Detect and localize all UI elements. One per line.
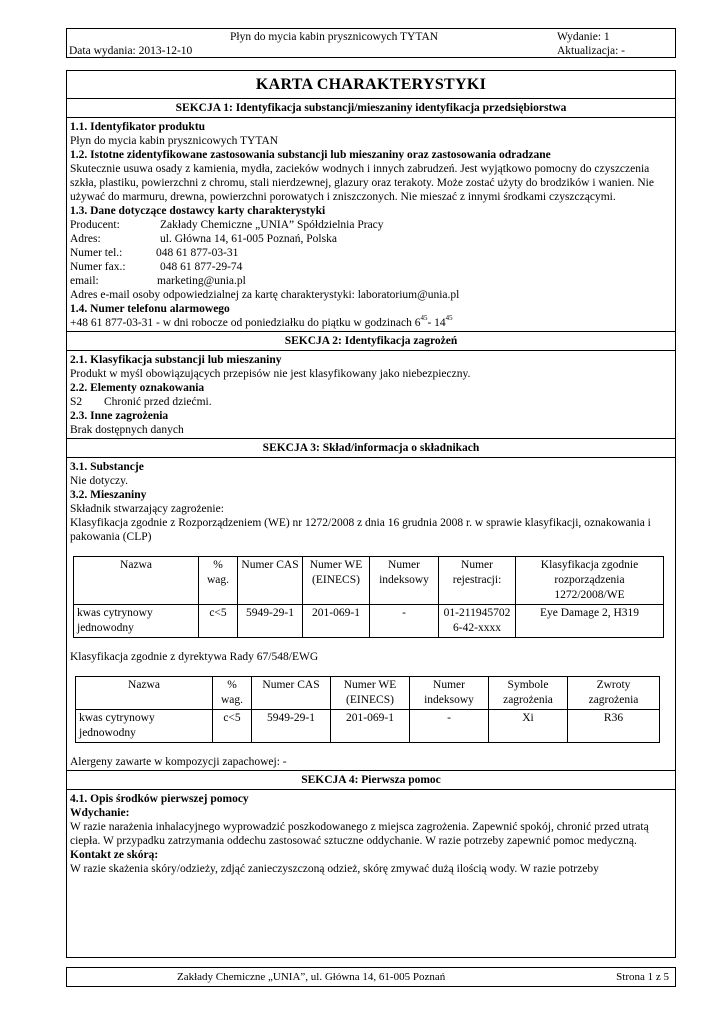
s2-1-text: Produkt w myśl obowiązujących przepisów nie jest klasyfikowany jako niebezpieczny. (70, 368, 471, 380)
section-3-content (67, 458, 675, 770)
table-header-row (76, 677, 660, 710)
table-header-cell: Klasyfikacja zgodnie rozporządzenia 1272/2008/WE (516, 557, 664, 605)
producer-value: Zakłady Chemiczne „UNIA” Spółdzielnia Pracy (160, 219, 384, 231)
dsd-classification-table (75, 676, 660, 743)
table-cell: - (410, 710, 489, 743)
table-header-cell: % wag. (199, 557, 238, 605)
table-cell: c<5 (213, 710, 252, 743)
s1-1-heading: 1.1. Identyfikator produktu (70, 121, 206, 133)
table-cell: kwas cytrynowy jednowodny (74, 605, 199, 638)
s1-3-heading: 1.3. Dane dotyczące dostawcy karty charakterystyki (70, 205, 326, 217)
header-product: Płyn do mycia kabin prysznicowych TYTAN (230, 31, 439, 43)
table-header-cell: % wag. (213, 677, 252, 710)
document-header (66, 28, 676, 58)
safety-phrase-row (70, 395, 672, 409)
section-4-content (67, 790, 675, 877)
table-header-cell: Nazwa (76, 677, 213, 710)
emergency-phone: +48 61 877-03-31 - w dni robocze od poniedziałku do piątku w godzinach $6^{45}-$ $14^{45}$ (70, 314, 453, 329)
s3-1-heading: 3.1. Substancje (70, 461, 144, 473)
s3-2-text-b: Klasyfikacja zgodnie z Rozporządzeniem (WE) nr 1272/2008 z dnia 16 grudnia 2008 r. w sprawie klasyfikacji, oznakowania i pakowania (CLP) (70, 517, 651, 543)
address-row (70, 232, 672, 246)
header-update: Aktualizacja: - (557, 45, 626, 57)
table-header-cell: Numer indeksowy (370, 557, 439, 605)
safety-phrase-text: Chronić przed dziećmi. (104, 396, 212, 408)
table-cell: 201-069-1 (331, 710, 410, 743)
s2-3-heading: 2.3. Inne zagrożenia (70, 410, 169, 422)
producer-row (70, 218, 672, 232)
table-header-cell: Zwroty zagrożenia (568, 677, 660, 710)
table-header-cell: Numer indeksowy (410, 677, 489, 710)
s3-2-heading: 3.2. Mieszaniny (70, 489, 147, 501)
s3-1-text: Nie dotyczy. (70, 475, 129, 487)
clp-classification-table (73, 556, 664, 638)
email-row (70, 274, 672, 288)
document-footer (66, 967, 676, 987)
table-cell: 5949-29-1 (238, 605, 303, 638)
section-4-heading: SEKCJA 4: Pierwsza pomoc (67, 770, 675, 790)
table-cell: - (370, 605, 439, 638)
page-number: Strona 1 z 5 (616, 971, 669, 983)
section-2-content (67, 351, 675, 438)
table-header-row (74, 557, 664, 605)
sds-contact: Adres e-mail osoby odpowiedzialnej za kartę charakterystyki: laboratorium@unia.pl (70, 289, 460, 301)
product-name: Płyn do mycia kabin prysznicowych TYTAN (70, 135, 279, 147)
fax-row (70, 260, 672, 274)
table-header-cell: Numer WE (EINECS) (331, 677, 410, 710)
table-header-cell: Symbole zagrożenia (489, 677, 568, 710)
table-header-cell: Numer rejestracji: (439, 557, 516, 605)
inhalation-text: W razie narażenia inhalacyjnego wyprowadzić poszkodowanego z miejsca zagrożenia. Zapewnić spokój, chronić przed utratą ciepła. W przypadku zatrzymania oddechu zastosować sztuczne oddychanie. W razie potrzeby zapewnić pomoc medyczną. (70, 821, 649, 847)
email-value: marketing@unia.pl (157, 275, 246, 287)
s2-2-heading: 2.2. Elementy oznakowania (70, 382, 205, 394)
table-row (76, 710, 660, 743)
table-header-cell: Numer WE (EINECS) (303, 557, 370, 605)
table-row (74, 605, 664, 638)
s3-2-text-c: Klasyfikacja zgodnie z dyrektywa Rady 67/548/EWG (70, 651, 319, 663)
s3-2-text-a: Składnik stwarzający zagrożenie: (70, 503, 224, 515)
tel-row (70, 246, 672, 260)
footer-company: Zakłady Chemiczne „UNIA”, ul. Główna 14, 61-005 Poznań (177, 971, 446, 983)
table-cell: Eye Damage 2, H319 (516, 605, 664, 638)
producer-label: Producent: (70, 219, 120, 231)
inhalation-heading: Wdychanie: (70, 807, 130, 819)
section-1-content (67, 118, 675, 331)
section-3-heading: SEKCJA 3: Skład/informacja o składnikach (67, 438, 675, 458)
allergens-text: Alergeny zawarte w kompozycji zapachowej: - (70, 756, 287, 768)
s2-3-text: Brak dostępnych danych (70, 424, 184, 436)
section-1-heading: SEKCJA 1: Identyfikacja substancji/mieszaniny identyfikacja przedsiębiorstwa (67, 99, 675, 118)
skin-contact-text: W razie skażenia skóry/odzieży, zdjąć zanieczyszczoną odzież, skórę zmywać dużą ilością wody. W razie potrzeby (70, 863, 599, 875)
address-label: Adres: (70, 233, 101, 245)
fax-value: 048 61 877-29-74 (160, 261, 243, 273)
header-issue-date: Data wydania: 2013-12-10 (69, 45, 193, 57)
s2-1-heading: 2.1. Klasyfikacja substancji lub mieszaniny (70, 354, 282, 366)
table-header-cell: Numer CAS (252, 677, 331, 710)
table-cell: kwas cytrynowy jednowodny (76, 710, 213, 743)
email-label: email: (70, 275, 99, 287)
table-header-cell: Numer CAS (238, 557, 303, 605)
fax-label: Numer fax.: (70, 261, 126, 273)
table-cell: 01-2119457026-42-xxxx (439, 605, 516, 638)
table-cell: 201-069-1 (303, 605, 370, 638)
header-edition: Wydanie: 1 (557, 31, 610, 43)
table-cell: Xi (489, 710, 568, 743)
document-title: KARTA CHARAKTERYSTYKI (67, 71, 675, 99)
product-use-text: Skutecznie usuwa osady z kamienia, mydła, zacieków wodnych i innych zabrudzeń. Jest wyjątkowo pomocny do czyszczenia szkła, plastiku, powierzchni z chromu, stali nierdzewnej, glazury oraz terakoty. Może zostać użyty do brodzików i wanien. Nie używać do marmuru, drewna, powierzchni porowatych i zniszczonych. Nie mieszać z innymi środkami czyszczącymi. (70, 163, 654, 203)
s4-1-heading: 4.1. Opis środków pierwszej pomocy (70, 793, 249, 805)
s1-4-heading: 1.4. Numer telefonu alarmowego (70, 303, 230, 315)
address-value: ul. Główna 14, 61-005 Poznań, Polska (160, 233, 337, 245)
section-2-heading: SEKCJA 2: Identyfikacja zagrożeń (67, 331, 675, 351)
safety-phrase-code: S2 (70, 396, 83, 408)
table-cell: 5949-29-1 (252, 710, 331, 743)
tel-value: 048 61 877-03-31 (156, 247, 239, 259)
s1-2-heading: 1.2. Istotne zidentyfikowane zastosowania substancji lub mieszaniny oraz zastosowania odradzane (70, 149, 551, 161)
tel-label: Numer tel.: (70, 247, 123, 259)
table-cell: R36 (568, 710, 660, 743)
table-header-cell: Nazwa (74, 557, 199, 605)
sds-body (66, 70, 676, 958)
table-cell: c<5 (199, 605, 238, 638)
skin-contact-heading: Kontakt ze skórą: (70, 849, 159, 861)
